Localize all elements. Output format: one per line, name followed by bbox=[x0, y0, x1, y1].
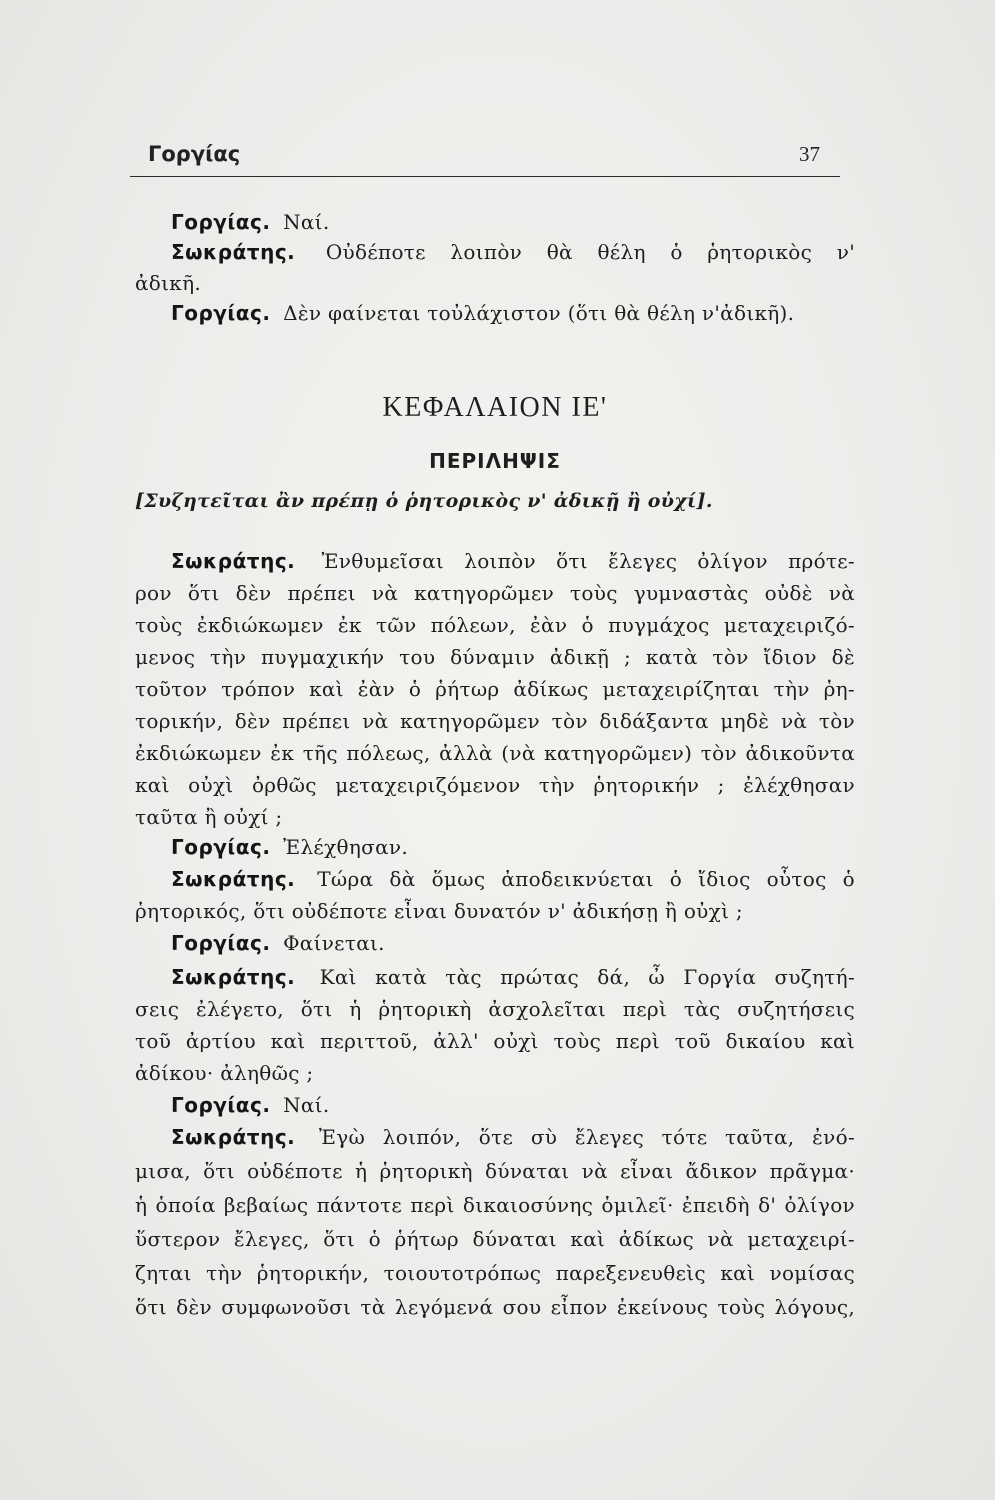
line-text: Ναί. bbox=[276, 210, 330, 234]
line-text: ἀδικῆ. bbox=[135, 271, 202, 295]
running-head-title: Γοργίας bbox=[148, 142, 241, 166]
speaker-label: Σωκράτης. bbox=[171, 965, 296, 989]
line-text: τορικήν, δὲν πρέπει νὰ κατηγορῶμεν τὸν διδάξαντα μηδὲ νὰ τὸν bbox=[135, 709, 855, 733]
dialogue-line bbox=[135, 1258, 855, 1288]
dialogue-line bbox=[135, 207, 855, 237]
line-text: Ἐλέχθησαν. bbox=[276, 835, 408, 859]
speaker-label: Γοργίας. bbox=[171, 301, 271, 325]
line-text: ῥητορικός, ὅτι οὐδέποτε εἶναι δυνατόν ν' ἀδικήσῃ ἢ οὐχὶ ; bbox=[135, 899, 743, 923]
speaker-label: Σωκράτης. bbox=[171, 240, 296, 264]
dialogue-line bbox=[135, 237, 855, 267]
dialogue-line bbox=[135, 770, 855, 800]
speaker-label: Γοργίας. bbox=[171, 1093, 271, 1117]
dialogue-line bbox=[135, 298, 855, 328]
speaker-label: Σωκράτης. bbox=[171, 867, 296, 891]
dialogue-line bbox=[135, 896, 855, 926]
chapter-title: ΚΕΦΑΛΑΙΟΝ ΙΕ' bbox=[382, 392, 608, 423]
dialogue-line bbox=[135, 738, 855, 768]
line-text: Καὶ κατὰ τὰς πρώτας δά, ὦ Γοργία συζητή- bbox=[301, 965, 855, 989]
dialogue-line bbox=[135, 578, 855, 608]
dialogue-line bbox=[135, 706, 855, 736]
dialogue-line bbox=[135, 1292, 855, 1322]
line-text: ὅτι δὲν συμφωνοῦσι τὰ λεγόμενά σου εἶπον ἐκείνους τοὺς λόγους, bbox=[135, 1295, 855, 1319]
dialogue-line bbox=[135, 642, 855, 672]
dialogue-line bbox=[135, 1026, 855, 1056]
line-text: Ναί. bbox=[276, 1093, 330, 1117]
line-text: ζηται τὴν ῥητορικήν, τοιουτοτρόπως παρεξενευθεὶς καὶ νομίσας bbox=[135, 1261, 855, 1285]
line-text: ἡ ὁποία βεβαίως πάντοτε περὶ δικαιοσύνης ὁμιλεῖ· ἐπειδὴ δ' ὀλίγον bbox=[135, 1193, 855, 1217]
line-text: τοῦτον τρόπον καὶ ἐὰν ὁ ῥήτωρ ἀδίκως μεταχειρίζηται τὴν ῥη- bbox=[135, 677, 855, 701]
line-text: τοὺς ἐκδιώκωμεν ἐκ τῶν πόλεων, ἐὰν ὁ πυγμάχος μεταχειριζό- bbox=[135, 613, 855, 637]
line-text: μενος τὴν πυγμαχικήν του δύναμιν ἀδικῇ ; κατὰ τὸν ἴδιον δὲ bbox=[135, 645, 855, 669]
line-text: σεις ἐλέγετο, ὅτι ἡ ῥητορικὴ ἀσχολεῖται περὶ τὰς συζητήσεις bbox=[135, 997, 855, 1021]
dialogue-line bbox=[135, 832, 855, 862]
dialogue-line bbox=[135, 1156, 855, 1186]
line-text: Ἐνθυμεῖσαι λοιπὸν ὅτι ἔλεγες ὀλίγον πρότε- bbox=[301, 549, 855, 573]
dialogue-line bbox=[135, 674, 855, 704]
dialogue-line bbox=[135, 864, 855, 894]
speaker-label: Γοργίας. bbox=[171, 210, 271, 234]
line-text: μισα, ὅτι οὐδέποτε ἡ ῥητορικὴ δύναται νὰ εἶναι ἄδικον πρᾶγμα· bbox=[135, 1159, 855, 1183]
line-text: τοῦ ἀρτίου καὶ περιττοῦ, ἀλλ' οὐχὶ τοὺς περὶ τοῦ δικαίου καὶ bbox=[135, 1029, 855, 1053]
dialogue-line bbox=[135, 994, 855, 1024]
line-text: ἀδίκου· ἀληθῶς ; bbox=[135, 1061, 314, 1085]
dialogue-line bbox=[135, 1122, 855, 1152]
dialogue-line bbox=[135, 1224, 855, 1254]
line-text: Τώρα δὰ ὅμως ἀποδεικνύεται ὁ ἴδιος οὗτος ὁ bbox=[301, 867, 855, 891]
chapter-subtitle: ΠΕΡΙΛΗΨΙΣ bbox=[429, 449, 561, 473]
dialogue-line bbox=[135, 928, 855, 958]
line-text: ρον ὅτι δὲν πρέπει νὰ κατηγορῶμεν τοὺς γυμναστὰς οὐδὲ νὰ bbox=[135, 581, 855, 605]
running-head bbox=[130, 142, 840, 177]
speaker-label: Σωκράτης. bbox=[171, 549, 296, 573]
dialogue-line bbox=[135, 546, 855, 576]
speaker-label: Σωκράτης. bbox=[171, 1125, 296, 1149]
dialogue-line bbox=[135, 268, 855, 298]
line-text: Δὲν φαίνεται τοὐλάχιστον (ὅτι θὰ θέλη ν'ἀδικῆ). bbox=[276, 301, 795, 325]
line-text: Φαίνεται. bbox=[276, 931, 385, 955]
line-text: Ἐγὼ λοιπόν, ὅτε σὺ ἔλεγες τότε ταῦτα, ἐνό- bbox=[301, 1125, 855, 1149]
dialogue-line bbox=[135, 610, 855, 640]
dialogue-line bbox=[135, 1190, 855, 1220]
chapter-summary: [Συζητεῖται ἂν πρέπῃ ὁ ῥητορικὸς ν' ἀδικῇ ἢ οὐχί]. bbox=[135, 490, 713, 512]
page-number: 37 bbox=[799, 142, 820, 166]
speaker-label: Γοργίας. bbox=[171, 835, 271, 859]
dialogue-line bbox=[135, 802, 855, 832]
line-text: ταῦτα ἢ οὐχί ; bbox=[135, 805, 283, 829]
dialogue-line bbox=[135, 962, 855, 992]
line-text: ὕστερον ἔλεγες, ὅτι ὁ ῥήτωρ δύναται καὶ ἀδίκως νὰ μεταχειρί- bbox=[135, 1227, 855, 1251]
dialogue-line bbox=[135, 1058, 855, 1088]
speaker-label: Γοργίας. bbox=[171, 931, 271, 955]
line-text: Οὐδέποτε λοιπὸν θὰ θέλη ὁ ῥητορικὸς ν' bbox=[301, 240, 855, 264]
dialogue-line bbox=[135, 1090, 855, 1120]
line-text: καὶ οὐχὶ ὀρθῶς μεταχειριζόμενον τὴν ῥητορικήν ; ἐλέχθησαν bbox=[135, 773, 855, 797]
line-text: ἐκδιώκωμεν ἐκ τῆς πόλεως, ἀλλὰ (νὰ κατηγορῶμεν) τὸν ἀδικοῦντα bbox=[135, 741, 855, 765]
